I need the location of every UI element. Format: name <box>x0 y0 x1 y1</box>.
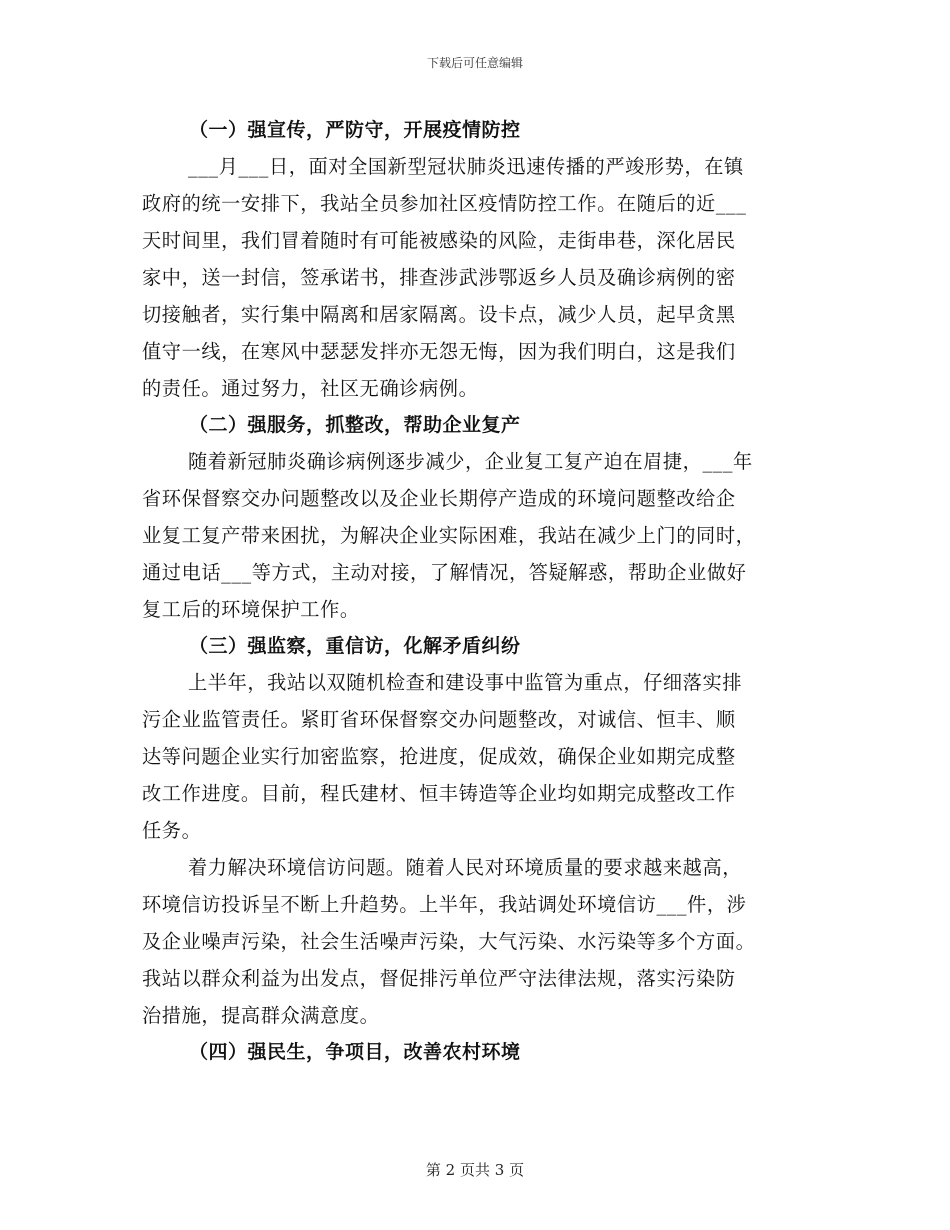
paragraph-line: 改工作进度。目前，程氏建材、恒丰铸造等企业均如期完成整改工作 <box>142 782 736 805</box>
paragraph-line: ___月___日，面对全国新型冠状肺炎迅速传播的严竣形势，在镇 <box>188 155 744 178</box>
paragraph-line: 值守一线，在寒风中瑟瑟发拌亦无怨无悔，因为我们明白，这是我们 <box>142 340 736 363</box>
paragraph-line: 治措施，提高群众满意度。 <box>142 1004 380 1027</box>
paragraph-line: 的责任。通过努力，社区无确诊病例。 <box>142 377 479 400</box>
paragraph-line: 切接触者，实行集中隔离和居家隔离。设卡点，减少人员，起早贪黑 <box>142 303 736 326</box>
paragraph-line: 达等问题企业实行加密监察，抢进度，促成效，确保企业如期完成整 <box>142 745 736 768</box>
paragraph <box>142 148 822 407</box>
paragraph-line: 政府的统一安排下，我站全员参加社区疫情防控工作。在随后的近___ <box>142 192 747 215</box>
paragraph-line: 我站以群众利益为出发点，督促排污单位严守法律法规，落实污染防 <box>142 967 736 990</box>
paragraph <box>142 849 822 1034</box>
section-heading-4: （四）强民生，争项目，改善农村环境 <box>189 1041 521 1063</box>
section-heading-1: （一）强宣传，严防守，开展疫情防控 <box>189 119 521 141</box>
paragraph-line: 任务。 <box>142 819 202 842</box>
paragraph-line: 复工后的环境保护工作。 <box>142 598 360 621</box>
section-heading-2: （二）强服务，抓整改，帮助企业复产 <box>189 414 521 436</box>
paragraph-line: 着力解决环境信访问题。随着人民对环境质量的要求越来越高， <box>188 856 743 879</box>
paragraph-line: 随着新冠肺炎确诊病例逐步减少，企业复工复产迫在眉捷，___年 <box>188 450 753 473</box>
paragraph-line: 家中，送一封信，签承诺书，排查涉武涉鄂返乡人员及确诊病例的密 <box>142 266 736 289</box>
paragraph <box>142 664 822 849</box>
paragraph-line: 上半年，我站以双随机检查和建设事中监管为重点，仔细落实排 <box>188 671 743 694</box>
document-body <box>142 112 822 1070</box>
paragraph-line: 污企业监管责任。紧盯省环保督察交办问题整改，对诚信、恒丰、顺 <box>142 708 736 731</box>
section-heading-3: （三）强监察，重信访，化解矛盾纠纷 <box>189 635 521 657</box>
paragraph-line: 天时间里，我们冒着随时有可能被感染的风险，走街串巷，深化居民 <box>142 229 736 252</box>
paragraph-line: 环境信访投诉呈不断上升趋势。上半年，我站调处环境信访___件，涉 <box>142 893 747 916</box>
header-note: 下载后可任意编辑 <box>426 56 523 70</box>
page-number: 第 2 页共 3 页 <box>425 1161 525 1179</box>
paragraph <box>142 443 822 628</box>
paragraph-line: 省环保督察交办问题整改以及企业长期停产造成的环境问题整改给企 <box>142 487 736 510</box>
paragraph-line: 业复工复产带来困扰，为解决企业实际困难，我站在减少上门的同时， <box>142 524 756 547</box>
paragraph-line: 通过电话___等方式，主动对接，了解情况，答疑解惑，帮助企业做好 <box>142 561 747 584</box>
paragraph-line: 及企业噪声污染，社会生活噪声污染，大气污染、水污染等多个方面。 <box>142 930 756 953</box>
